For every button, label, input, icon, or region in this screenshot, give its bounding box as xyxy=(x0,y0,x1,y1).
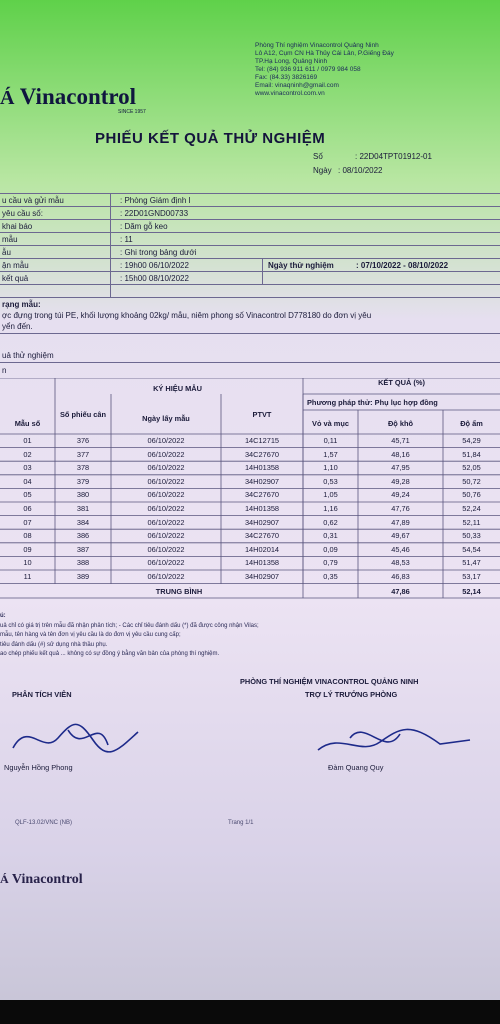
analyst-name: Nguyễn Hồng Phong xyxy=(4,763,73,772)
info-label: ận mẫu xyxy=(2,261,29,270)
info-value: : 11 xyxy=(120,235,133,244)
info-value: : 19h00 06/10/2022 xyxy=(120,261,189,270)
analyst-title: PHÂN TÍCH VIÊN xyxy=(12,690,72,699)
table-cell: 0,11 xyxy=(323,436,338,445)
table-cell: 11 xyxy=(23,572,32,581)
table-cell: 0,62 xyxy=(323,517,338,527)
avg-label: TRUNG BÌNH xyxy=(155,587,203,596)
table-cell: 34C27670 xyxy=(244,490,280,500)
test-date: : 07/10/2022 - 08/10/2022 xyxy=(356,261,449,270)
table-cell: 379 xyxy=(76,476,90,486)
col-header-sample-date: Ngày lấy mẫu xyxy=(142,414,190,423)
table-cell: 06/10/2022 xyxy=(147,544,185,554)
table-cell: 0,79 xyxy=(323,558,338,568)
sample-state-label: rạng mẫu: xyxy=(2,300,41,309)
table-cell: 08 xyxy=(23,531,32,541)
table-cell: 06/10/2022 xyxy=(147,436,185,445)
table-cell: 06/10/2022 xyxy=(147,531,185,541)
note-line: uả chỉ có giá trị trên mẫu đã nhận phân tích; - Các chỉ tiêu đánh dấu (*) đã được công nhận Vilas; xyxy=(0,622,259,629)
lab-web: www.vinacontrol.com.vn xyxy=(255,90,325,97)
table-cell: 51,84 xyxy=(462,449,481,459)
table-cell: 52,11 xyxy=(462,517,481,527)
footer-logo-text: Vinacontrol xyxy=(11,872,83,887)
footer-logo: Á Vinacontrol xyxy=(0,872,83,887)
table-cell: 0,35 xyxy=(323,572,338,581)
table-cell: 49,67 xyxy=(391,531,410,541)
table-cell: 14H01358 xyxy=(244,504,280,513)
table-cell: 388 xyxy=(76,558,90,568)
lab-address2: TP.Hạ Long, Quảng Ninh xyxy=(255,58,328,65)
table-cell: 378 xyxy=(76,463,90,473)
table-cell: 34H02907 xyxy=(244,517,280,527)
doc-number: : 22D04TPT01912-01 xyxy=(355,152,432,161)
table-cell: 06/10/2022 xyxy=(147,517,185,527)
info-label: kết quả xyxy=(2,274,29,283)
table-cell: 384 xyxy=(76,517,90,527)
table-cell: 386 xyxy=(76,531,90,541)
table-cell: 49,28 xyxy=(391,476,410,486)
notes xyxy=(0,612,500,660)
table-cell: 1,10 xyxy=(323,463,338,473)
lab-address1: Lô A12, Cụm CN Hà Thủy Cái Lân, P.Giếng Đáy xyxy=(255,50,394,57)
table-cell: 45,71 xyxy=(391,436,410,445)
group-header-result: KẾT QUẢ (%) xyxy=(378,378,425,387)
footer-code: QLF-13.02/VNC (NB) xyxy=(15,820,73,826)
group-header-sample: KÝ HIỆU MẪU xyxy=(153,384,202,393)
results-sub: n xyxy=(2,366,7,375)
table-cell: 376 xyxy=(76,436,90,445)
table-cell: 34H02907 xyxy=(244,476,280,486)
org-title: PHÒNG THÍ NGHIỆM VINACONTROL QUẢNG NINH xyxy=(240,677,419,686)
table-cell: 50,72 xyxy=(462,476,481,486)
page-title: PHIẾU KẾT QUẢ THỬ NGHIỆM xyxy=(95,130,326,147)
info-label: u cầu và gửi mẫu xyxy=(2,196,64,205)
info-value: : Dăm gỗ keo xyxy=(120,222,168,231)
assistant-signature xyxy=(310,712,480,762)
table-cell: 05 xyxy=(23,490,32,500)
table-cell: 06/10/2022 xyxy=(147,449,185,459)
table-cell: 51,47 xyxy=(462,558,481,568)
table-cell: 387 xyxy=(76,544,90,554)
table-cell: 06/10/2022 xyxy=(147,476,185,486)
table-cell: 06/10/2022 xyxy=(147,490,185,500)
col-header-vehicle: PTVT xyxy=(252,410,272,419)
info-label: ẫu xyxy=(2,248,11,257)
table-cell: 1,16 xyxy=(323,504,338,513)
col-header-weigh-ticket: Số phiếu cân xyxy=(60,410,106,419)
analyst-signature xyxy=(8,710,168,760)
table-cell: 0,09 xyxy=(323,544,338,554)
notes-label: ú: xyxy=(0,613,6,619)
info-value: : Ghi trong bảng dưới xyxy=(120,248,197,257)
doc-number-label: Số xyxy=(313,152,323,161)
results-table xyxy=(0,378,500,600)
table-cell: 381 xyxy=(76,504,90,513)
info-value: : 15h00 08/10/2022 xyxy=(120,274,189,283)
table-cell: 0,31 xyxy=(323,531,338,541)
table-cell: 34C27670 xyxy=(244,449,280,459)
table-cell: 50,76 xyxy=(462,490,481,500)
table-cell: 52,24 xyxy=(462,504,481,513)
table-cell: 49,24 xyxy=(391,490,410,500)
table-cell: 50,33 xyxy=(462,531,481,541)
table-cell: 04 xyxy=(23,476,32,486)
table-cell: 06/10/2022 xyxy=(147,504,185,513)
table-cell: 01 xyxy=(23,436,32,445)
table-cell: 54,29 xyxy=(462,436,481,445)
sample-state-text2: yển đến. xyxy=(2,322,33,331)
table-cell: 06 xyxy=(23,504,32,513)
doc-date-label: Ngày xyxy=(313,166,332,175)
info-value: : 22D01GND00733 xyxy=(120,209,189,218)
table-cell: 02 xyxy=(23,449,32,459)
test-date-label: Ngày thử nghiệm xyxy=(268,261,334,270)
table-cell: 1,57 xyxy=(323,449,338,459)
col-header-bark: Vỏ và mục xyxy=(312,419,349,428)
table-cell: 47,95 xyxy=(391,463,410,473)
table-cell: 380 xyxy=(76,490,90,500)
logo-text: Vinacontrol xyxy=(19,84,137,109)
info-label: mẫu xyxy=(2,235,18,244)
lab-tel: Tel: (84) 936 911 611 / 0979 984 058 xyxy=(255,66,361,73)
note-line: ao chép phiếu kết quả ... không có sự đồng ý bằng văn bản của phòng thí nghiệm. xyxy=(0,651,220,657)
table-cell: 1,05 xyxy=(323,490,338,500)
table-cell: 14C12715 xyxy=(244,436,280,445)
table-cell: 389 xyxy=(76,572,90,581)
table-cell: 47,89 xyxy=(391,517,410,527)
table-cell: 45,46 xyxy=(391,544,410,554)
info-label: yêu cầu số: xyxy=(2,209,43,218)
lab-fax: Fax: (84.33) 3826169 xyxy=(255,74,318,81)
vinacontrol-logo: Á Vinacontrol xyxy=(0,84,137,109)
table-cell: 54,54 xyxy=(462,544,481,554)
table-cell: 34H02907 xyxy=(244,572,280,581)
col-header-sample-no: Mẫu số xyxy=(14,419,41,428)
assistant-name: Đàm Quang Quy xyxy=(328,763,384,772)
assistant-title: TRỢ LÝ TRƯỞNG PHÒNG xyxy=(305,690,398,699)
info-label: khai báo xyxy=(2,222,33,231)
table-cell: 0,53 xyxy=(323,476,338,486)
lab-info xyxy=(255,42,495,98)
note-line: tiêu đánh dấu (#) sử dụng nhà thầu phụ. xyxy=(0,641,108,648)
table-cell: 377 xyxy=(76,449,90,459)
lab-email: Email: vinaqninh@gmail.com xyxy=(255,82,339,89)
footer-page: Trang 1/1 xyxy=(228,820,254,826)
table-cell: 47,76 xyxy=(391,504,410,513)
table-cell: 48,53 xyxy=(391,558,410,568)
table-cell: 03 xyxy=(23,463,32,473)
table-cell: 06/10/2022 xyxy=(147,463,185,473)
sample-state-text: ợc đựng trong túi PE, khối lượng khoảng 02kg/ mẫu, niêm phong số Vinacontrol D778180 do đơn vị yêu xyxy=(2,311,372,320)
table-cell: 52,05 xyxy=(462,463,481,473)
method-header: Phương pháp thử: Phụ lục hợp đồng xyxy=(307,398,438,407)
table-cell: 48,16 xyxy=(391,449,410,459)
avg-dryness: 47,86 xyxy=(391,587,410,596)
results-label: uả thử nghiệm xyxy=(2,351,54,360)
table-cell: 06/10/2022 xyxy=(147,572,185,581)
lab-name: Phòng Thí nghiệm Vinacontrol Quảng Ninh xyxy=(255,42,379,49)
table-cell: 46,83 xyxy=(391,572,410,581)
table-cell: 10 xyxy=(23,558,32,568)
avg-moisture: 52,14 xyxy=(462,587,481,596)
table-cell: 14H02014 xyxy=(244,544,280,554)
col-header-moisture: Độ ẩm xyxy=(460,419,483,428)
table-cell: 07 xyxy=(23,517,32,527)
table-cell: 14H01358 xyxy=(244,558,280,568)
table-cell: 53,17 xyxy=(462,572,481,581)
logo-sub: SINCE 1957 xyxy=(118,109,146,115)
note-line: mẫu, tên hàng và tên đơn vị yêu cầu là do đơn vị yêu cầu cung cấp; xyxy=(0,632,181,638)
table-cell: 09 xyxy=(23,544,32,554)
info-value: : Phòng Giám định I xyxy=(120,196,191,205)
col-header-dryness: Độ khô xyxy=(387,419,414,428)
table-cell: 14H01358 xyxy=(244,463,280,473)
table-cell: 06/10/2022 xyxy=(147,558,185,568)
table-cell: 34C27670 xyxy=(244,531,280,541)
doc-date: : 08/10/2022 xyxy=(338,166,383,175)
